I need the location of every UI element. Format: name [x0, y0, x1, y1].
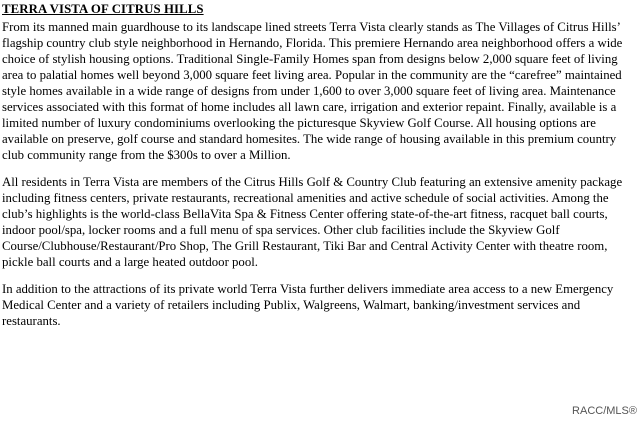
document — [2, 1, 632, 329]
mls-watermark: RACC/MLS® — [572, 405, 637, 417]
document-title: TERRA VISTA OF CITRUS HILLS — [2, 2, 204, 16]
paragraph-area-access: In addition to the attractions of its private world Terra Vista further delivers immediate area access to a new Emergency Medical Center and a variety of retailers including Publix, Walgreens, Walmart, banking/investment services and restaurants. — [2, 282, 614, 328]
paragraph-overview: From its manned main guardhouse to its landscape lined streets Terra Vista clearly stands as The Villages of Citrus Hills’ flagship country club style neighborhood in Hernando, Florida. This premiere Hernando area neighborhood offers a wide choice of stylish housing options. Traditional Single-Family Homes span from designs below 2,000 square feet of living area to palatial homes well beyond 3,000 square feet living area. Popular in the community are the “carefree” maintained style homes available in a wide range of designs from under 1,600 to over 3,000 square feet of living area. Maintenance services associated with this format of home includes all lawn care, irrigation and exterior repaint. Finally, available is a limited number of luxury condominiums overlooking the picturesque Skyview Golf Course. All housing options are available on preserve, golf course and standard homesites. The wide range of housing available in this premium country club community range from the $300s to over a Million. — [2, 20, 623, 162]
paragraph-amenities: All residents in Terra Vista are members of the Citrus Hills Golf & Country Club featuring an extensive amenity package including fitness centers, private restaurants, recreational amenities and active schedule of social activities. Among the club’s highlights is the world-class BellaVita Spa & Fitness Center offering state-of-the-art fitness, racquet ball courts, indoor pool/spa, locker rooms and a full menu of spa services. Other club facilities include the Skyview Golf Course/Clubhouse/Restaurant/Pro Shop, The Grill Restaurant, Tiki Bar and Central Activity Center with theatre room, pickle ball courts and a large heated outdoor pool. — [2, 175, 623, 269]
